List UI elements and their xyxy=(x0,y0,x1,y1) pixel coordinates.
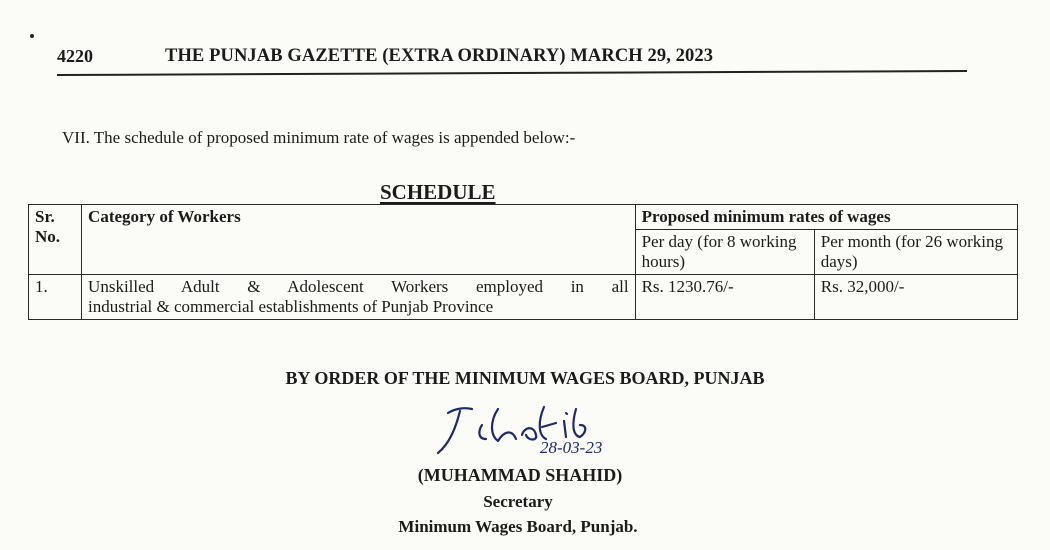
page-mark-dot xyxy=(30,34,34,38)
order-statement: BY ORDER OF THE MINIMUM WAGES BOARD, PUNJAB xyxy=(285,368,765,388)
table-row xyxy=(29,275,1018,320)
header-per-day: Per day (for 8 working hours) xyxy=(635,230,814,275)
intro-paragraph: VII. The schedule of proposed minimum rate of wages is appended below:- xyxy=(62,128,576,147)
header-sr-no: Sr. No. xyxy=(29,205,82,275)
category-line-1: Unskilled Adult & Adolescent Workers employed in all xyxy=(88,277,629,296)
schedule-title: SCHEDULE xyxy=(380,180,496,204)
signatory-name: (MUHAMMAD SHAHID) xyxy=(417,465,623,485)
page-number: 4220 xyxy=(57,46,93,66)
category-line-2: industrial & commercial establishments of Punjab Province xyxy=(88,297,494,316)
signature-date: 28-03-23 xyxy=(540,438,603,457)
handwritten-signature xyxy=(420,395,660,465)
wage-schedule-table xyxy=(28,204,1018,320)
header-per-month: Per month (for 26 working days) xyxy=(814,230,1017,275)
cell-sr: 1. xyxy=(29,275,82,320)
gazette-header xyxy=(57,42,967,76)
table-header-row xyxy=(29,205,1018,230)
header-rule xyxy=(57,70,967,76)
cell-per-day: Rs. 1230.76/- xyxy=(635,275,814,320)
header-proposed-rates: Proposed minimum rates of wages xyxy=(635,205,1017,230)
header-category: Category of Workers xyxy=(82,205,636,275)
gazette-title: THE PUNJAB GAZETTE (EXTRA ORDINARY) MARCH 29, 2023 xyxy=(165,46,714,66)
cell-category xyxy=(82,275,636,320)
cell-per-month: Rs. 32,000/- xyxy=(814,275,1017,320)
signatory-designation: Secretary xyxy=(483,492,553,511)
signatory-organization: Minimum Wages Board, Punjab. xyxy=(398,517,638,536)
